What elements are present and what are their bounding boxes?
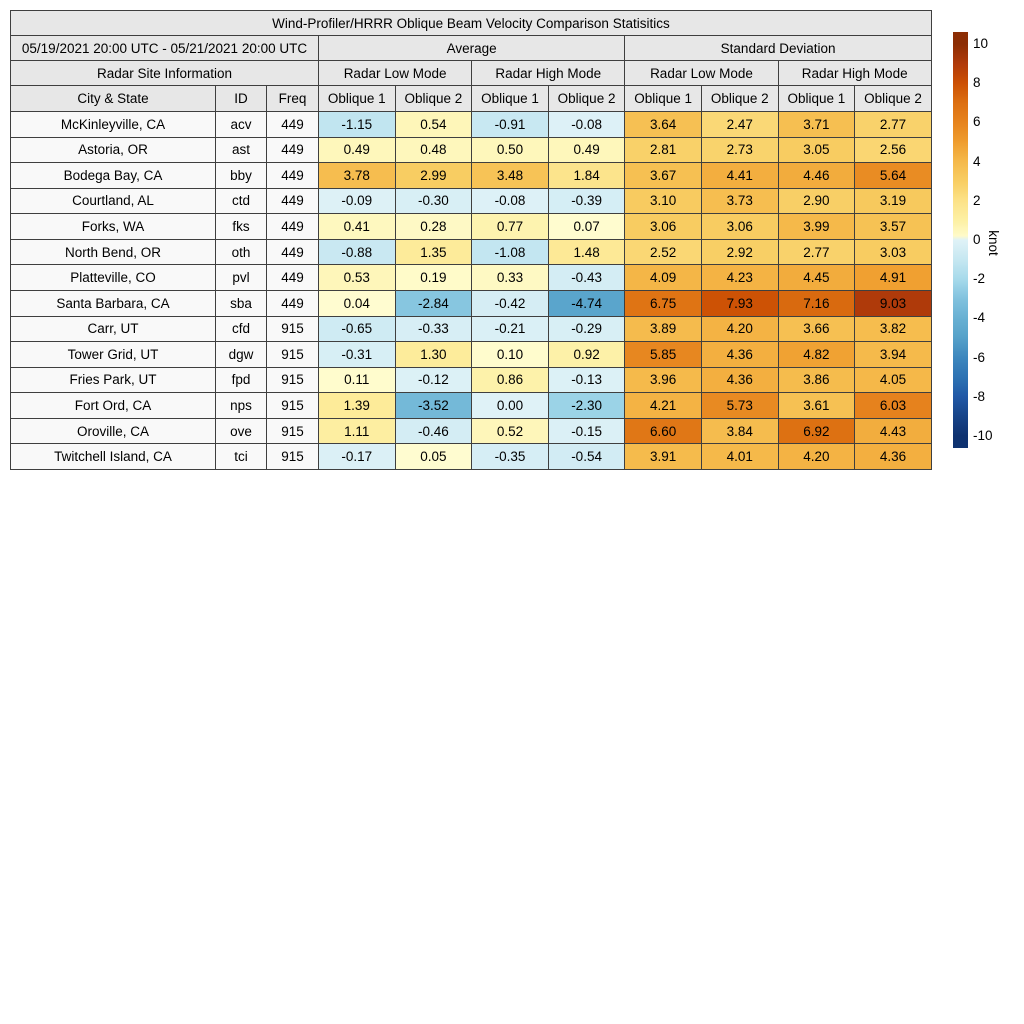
value-cell: 9.03 xyxy=(855,290,932,316)
table-row xyxy=(11,342,932,368)
value-cell: -2.84 xyxy=(395,290,472,316)
value-cell: -2.30 xyxy=(548,393,625,419)
value-cell: 0.53 xyxy=(319,265,396,291)
value-cell: 0.50 xyxy=(472,137,549,163)
value-cell: -0.65 xyxy=(319,316,396,342)
table-row xyxy=(11,316,932,342)
value-cell: 3.10 xyxy=(625,188,702,214)
group-std-header: Standard Deviation xyxy=(625,36,931,61)
city-cell: Forks, WA xyxy=(11,214,216,240)
value-cell: 4.36 xyxy=(855,444,932,470)
value-cell: -0.33 xyxy=(395,316,472,342)
value-cell: 4.36 xyxy=(701,342,778,368)
freq-cell: 915 xyxy=(267,342,319,368)
value-cell: 3.82 xyxy=(855,316,932,342)
freq-cell: 449 xyxy=(267,163,319,189)
value-cell: 4.05 xyxy=(855,367,932,393)
value-cell: 1.30 xyxy=(395,342,472,368)
value-cell: 0.19 xyxy=(395,265,472,291)
value-cell: 0.28 xyxy=(395,214,472,240)
oblique1-col-header: Oblique 1 xyxy=(778,86,855,112)
value-cell: 7.16 xyxy=(778,290,855,316)
colorbar-tick-label: 4 xyxy=(973,153,981,169)
table-row xyxy=(11,214,932,240)
value-cell: 0.10 xyxy=(472,342,549,368)
oblique2-col-header: Oblique 2 xyxy=(855,86,932,112)
city-cell: Platteville, CO xyxy=(11,265,216,291)
city-cell: Astoria, OR xyxy=(11,137,216,163)
city-cell: McKinleyville, CA xyxy=(11,112,216,138)
value-cell: 2.47 xyxy=(701,112,778,138)
city-cell: North Bend, OR xyxy=(11,239,216,265)
freq-cell: 449 xyxy=(267,214,319,240)
freq-cell: 915 xyxy=(267,316,319,342)
value-cell: 0.52 xyxy=(472,418,549,444)
value-cell: -0.08 xyxy=(548,112,625,138)
value-cell: -0.39 xyxy=(548,188,625,214)
table-row xyxy=(11,163,932,189)
freq-col-header: Freq xyxy=(267,86,319,112)
value-cell: -0.29 xyxy=(548,316,625,342)
colorbar-tick-label: 0 xyxy=(973,232,981,247)
value-cell: 1.11 xyxy=(319,418,396,444)
value-cell: 4.46 xyxy=(778,163,855,189)
value-cell: -1.15 xyxy=(319,112,396,138)
value-cell: 5.64 xyxy=(855,163,932,189)
freq-cell: 449 xyxy=(267,112,319,138)
oblique1-col-header: Oblique 1 xyxy=(319,86,396,112)
value-cell: 2.73 xyxy=(701,137,778,163)
value-cell: 4.21 xyxy=(625,393,702,419)
value-cell: 2.81 xyxy=(625,137,702,163)
value-cell: 3.48 xyxy=(472,163,549,189)
id-col-header: ID xyxy=(216,86,267,112)
freq-cell: 915 xyxy=(267,444,319,470)
oblique2-col-header: Oblique 2 xyxy=(701,86,778,112)
value-cell: 4.20 xyxy=(778,444,855,470)
id-cell: fks xyxy=(216,214,267,240)
city-cell: Oroville, CA xyxy=(11,418,216,444)
id-cell: tci xyxy=(216,444,267,470)
id-cell: ctd xyxy=(216,188,267,214)
table-row xyxy=(11,137,932,163)
table-title: Wind-Profiler/HRRR Oblique Beam Velocity Comparison Statisitics xyxy=(11,11,932,36)
value-cell: 4.41 xyxy=(701,163,778,189)
value-cell: 0.33 xyxy=(472,265,549,291)
value-cell: 0.77 xyxy=(472,214,549,240)
id-cell: oth xyxy=(216,239,267,265)
value-cell: -0.31 xyxy=(319,342,396,368)
colorbar-tick-label: 8 xyxy=(973,75,981,91)
value-cell: 0.49 xyxy=(548,137,625,163)
value-cell: 0.05 xyxy=(395,444,472,470)
table-row xyxy=(11,393,932,419)
table-row xyxy=(11,418,932,444)
value-cell: 3.05 xyxy=(778,137,855,163)
value-cell: -4.74 xyxy=(548,290,625,316)
colorbar-tick-label: 6 xyxy=(973,114,981,130)
value-cell: 6.75 xyxy=(625,290,702,316)
value-cell: 3.64 xyxy=(625,112,702,138)
value-cell: -0.09 xyxy=(319,188,396,214)
colorbar-tick-label: -2 xyxy=(973,271,986,287)
city-cell: Tower Grid, UT xyxy=(11,342,216,368)
table-row xyxy=(11,265,932,291)
value-cell: 5.73 xyxy=(701,393,778,419)
table-row xyxy=(11,367,932,393)
value-cell: 3.19 xyxy=(855,188,932,214)
colorbar-tick-label: -8 xyxy=(973,388,986,404)
value-cell: 3.94 xyxy=(855,342,932,368)
value-cell: 3.86 xyxy=(778,367,855,393)
value-cell: -0.15 xyxy=(548,418,625,444)
value-cell: 4.91 xyxy=(855,265,932,291)
value-cell: 0.04 xyxy=(319,290,396,316)
freq-cell: 915 xyxy=(267,393,319,419)
oblique2-col-header: Oblique 2 xyxy=(395,86,472,112)
value-cell: 4.23 xyxy=(701,265,778,291)
table-row xyxy=(11,444,932,470)
value-cell: -0.35 xyxy=(472,444,549,470)
value-cell: 2.77 xyxy=(855,112,932,138)
statistics-table xyxy=(10,10,932,470)
value-cell: 3.61 xyxy=(778,393,855,419)
freq-cell: 449 xyxy=(267,137,319,163)
value-cell: 0.48 xyxy=(395,137,472,163)
value-cell: -0.21 xyxy=(472,316,549,342)
value-cell: 3.78 xyxy=(319,163,396,189)
value-cell: -0.88 xyxy=(319,239,396,265)
colorbar-tick-label: -4 xyxy=(973,310,986,326)
value-cell: -0.08 xyxy=(472,188,549,214)
freq-cell: 449 xyxy=(267,188,319,214)
city-cell: Bodega Bay, CA xyxy=(11,163,216,189)
city-cell: Santa Barbara, CA xyxy=(11,290,216,316)
id-cell: bby xyxy=(216,163,267,189)
value-cell: -0.13 xyxy=(548,367,625,393)
value-cell: -0.42 xyxy=(472,290,549,316)
colorbar-tick-label: -10 xyxy=(973,428,993,443)
id-cell: sba xyxy=(216,290,267,316)
table-row xyxy=(11,290,932,316)
value-cell: 4.45 xyxy=(778,265,855,291)
freq-cell: 915 xyxy=(267,367,319,393)
colorbar xyxy=(953,32,968,448)
value-cell: 6.92 xyxy=(778,418,855,444)
oblique1-col-header: Oblique 1 xyxy=(625,86,702,112)
value-cell: 1.84 xyxy=(548,163,625,189)
value-cell: 0.49 xyxy=(319,137,396,163)
value-cell: -0.91 xyxy=(472,112,549,138)
value-cell: 3.89 xyxy=(625,316,702,342)
id-cell: dgw xyxy=(216,342,267,368)
colorbar-unit-label: knot xyxy=(986,230,1001,256)
colorbar-tick-label: -6 xyxy=(973,349,986,365)
value-cell: 4.36 xyxy=(701,367,778,393)
avg-high-mode-header: Radar High Mode xyxy=(472,61,625,86)
value-cell: 3.99 xyxy=(778,214,855,240)
id-cell: nps xyxy=(216,393,267,419)
value-cell: -0.43 xyxy=(548,265,625,291)
value-cell: 7.93 xyxy=(701,290,778,316)
value-cell: -3.52 xyxy=(395,393,472,419)
freq-cell: 915 xyxy=(267,418,319,444)
value-cell: 3.67 xyxy=(625,163,702,189)
value-cell: 3.96 xyxy=(625,367,702,393)
city-state-col-header: City & State xyxy=(11,86,216,112)
value-cell: 2.92 xyxy=(701,239,778,265)
std-low-mode-header: Radar Low Mode xyxy=(625,61,778,86)
table-row xyxy=(11,112,932,138)
value-cell: 4.82 xyxy=(778,342,855,368)
value-cell: -0.17 xyxy=(319,444,396,470)
value-cell: 2.90 xyxy=(778,188,855,214)
value-cell: 1.39 xyxy=(319,393,396,419)
value-cell: 3.73 xyxy=(701,188,778,214)
id-cell: acv xyxy=(216,112,267,138)
colorbar-tick-label: 2 xyxy=(973,192,981,208)
value-cell: 5.85 xyxy=(625,342,702,368)
value-cell: 0.86 xyxy=(472,367,549,393)
value-cell: 3.57 xyxy=(855,214,932,240)
value-cell: 1.35 xyxy=(395,239,472,265)
value-cell: 3.84 xyxy=(701,418,778,444)
value-cell: -1.08 xyxy=(472,239,549,265)
value-cell: 0.00 xyxy=(472,393,549,419)
city-cell: Courtland, AL xyxy=(11,188,216,214)
std-high-mode-header: Radar High Mode xyxy=(778,61,931,86)
value-cell: 1.48 xyxy=(548,239,625,265)
value-cell: 4.09 xyxy=(625,265,702,291)
value-cell: -0.46 xyxy=(395,418,472,444)
oblique2-col-header: Oblique 2 xyxy=(548,86,625,112)
city-cell: Twitchell Island, CA xyxy=(11,444,216,470)
table-body xyxy=(11,112,932,470)
city-cell: Fries Park, UT xyxy=(11,367,216,393)
value-cell: 6.60 xyxy=(625,418,702,444)
id-cell: ove xyxy=(216,418,267,444)
value-cell: 2.56 xyxy=(855,137,932,163)
freq-cell: 449 xyxy=(267,290,319,316)
value-cell: 3.91 xyxy=(625,444,702,470)
table-row xyxy=(11,239,932,265)
value-cell: -0.54 xyxy=(548,444,625,470)
value-cell: 0.41 xyxy=(319,214,396,240)
date-range: 05/19/2021 20:00 UTC - 05/21/2021 20:00 UTC xyxy=(11,36,319,61)
city-cell: Carr, UT xyxy=(11,316,216,342)
value-cell: 4.43 xyxy=(855,418,932,444)
value-cell: 4.20 xyxy=(701,316,778,342)
value-cell: -0.12 xyxy=(395,367,472,393)
id-cell: fpd xyxy=(216,367,267,393)
value-cell: 0.54 xyxy=(395,112,472,138)
freq-cell: 449 xyxy=(267,265,319,291)
id-cell: ast xyxy=(216,137,267,163)
value-cell: 4.01 xyxy=(701,444,778,470)
id-cell: pvl xyxy=(216,265,267,291)
freq-cell: 449 xyxy=(267,239,319,265)
site-info-header: Radar Site Information xyxy=(11,61,319,86)
city-cell: Fort Ord, CA xyxy=(11,393,216,419)
value-cell: -0.30 xyxy=(395,188,472,214)
value-cell: 2.52 xyxy=(625,239,702,265)
avg-low-mode-header: Radar Low Mode xyxy=(319,61,472,86)
colorbar-tick-label: 10 xyxy=(973,36,989,51)
value-cell: 3.03 xyxy=(855,239,932,265)
table-row xyxy=(11,188,932,214)
value-cell: 3.71 xyxy=(778,112,855,138)
value-cell: 0.92 xyxy=(548,342,625,368)
id-cell: cfd xyxy=(216,316,267,342)
value-cell: 3.66 xyxy=(778,316,855,342)
value-cell: 3.06 xyxy=(701,214,778,240)
value-cell: 2.77 xyxy=(778,239,855,265)
value-cell: 3.06 xyxy=(625,214,702,240)
value-cell: 0.11 xyxy=(319,367,396,393)
oblique1-col-header: Oblique 1 xyxy=(472,86,549,112)
group-average-header: Average xyxy=(319,36,625,61)
value-cell: 0.07 xyxy=(548,214,625,240)
value-cell: 2.99 xyxy=(395,163,472,189)
value-cell: 6.03 xyxy=(855,393,932,419)
